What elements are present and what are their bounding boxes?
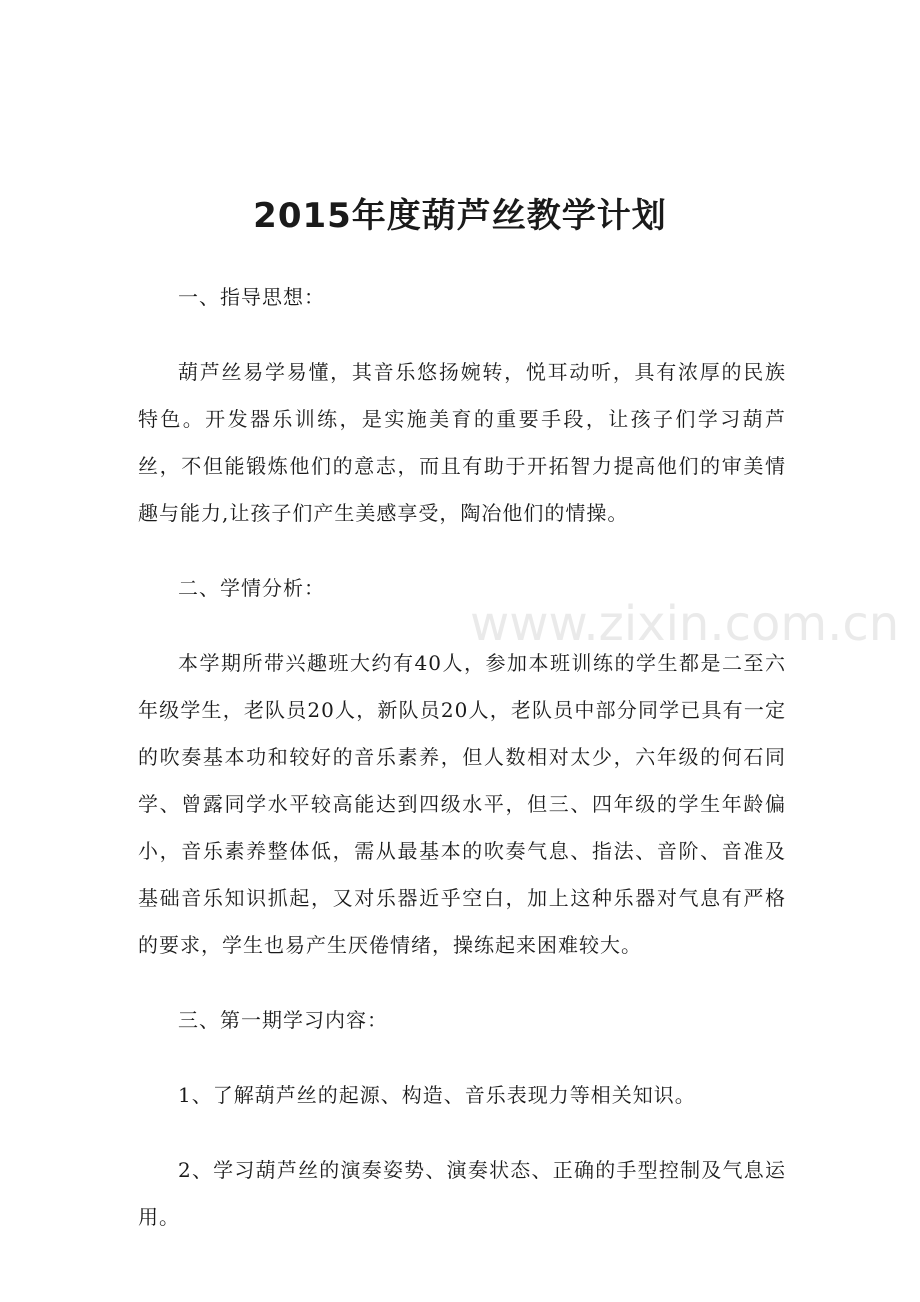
list-item-content-1: 1、了解葫芦丝的起源、构造、音乐表现力等相关知识。	[178, 1083, 696, 1107]
list-item-content-2: 2、学习葫芦丝的演奏姿势、演奏状态、正确的手型控制及气息运用。	[138, 1158, 786, 1229]
document-title: 2015年度葫芦丝教学计划	[253, 196, 667, 236]
document-body	[138, 274, 786, 1269]
paragraph-student-analysis: 本学期所带兴趣班大约有40人，参加本班训练的学生都是二至六年级学生，老队员20人，新队员20人，老队员中部分同学已具有一定的吹奏基本功和较好的音乐素养，但人数相对太少，六年级的何石同学、曾露同学水平较高能达到四级水平，但三、四年级的学生年龄偏小，音乐素养整体低，需从最基本的吹奏气息、指法、音阶、音准及基础音乐知识抓起，又对乐器近乎空白，加上这种乐器对气息有严格的要求，学生也易产生厌倦情绪，操练起来困难较大。	[138, 651, 786, 957]
paragraph-guiding-thought: 葫芦丝易学易懂，其音乐悠扬婉转，悦耳动听，具有浓厚的民族特色。开发器乐训练，是实施美育的重要手段，让孩子们学习葫芦丝，不但能锻炼他们的意志，而且有助于开拓智力提高他们的审美情趣与能力,让孩子们产生美感享受，陶冶他们的情操。	[138, 360, 786, 525]
watermark: www.zixin.com.cn	[470, 596, 900, 652]
section-heading-first-term-content: 三、第一期学习内容：	[178, 1008, 388, 1032]
section-heading-student-analysis: 二、学情分析：	[178, 576, 325, 600]
section-heading-guiding-thought: 一、指导思想：	[178, 285, 325, 309]
